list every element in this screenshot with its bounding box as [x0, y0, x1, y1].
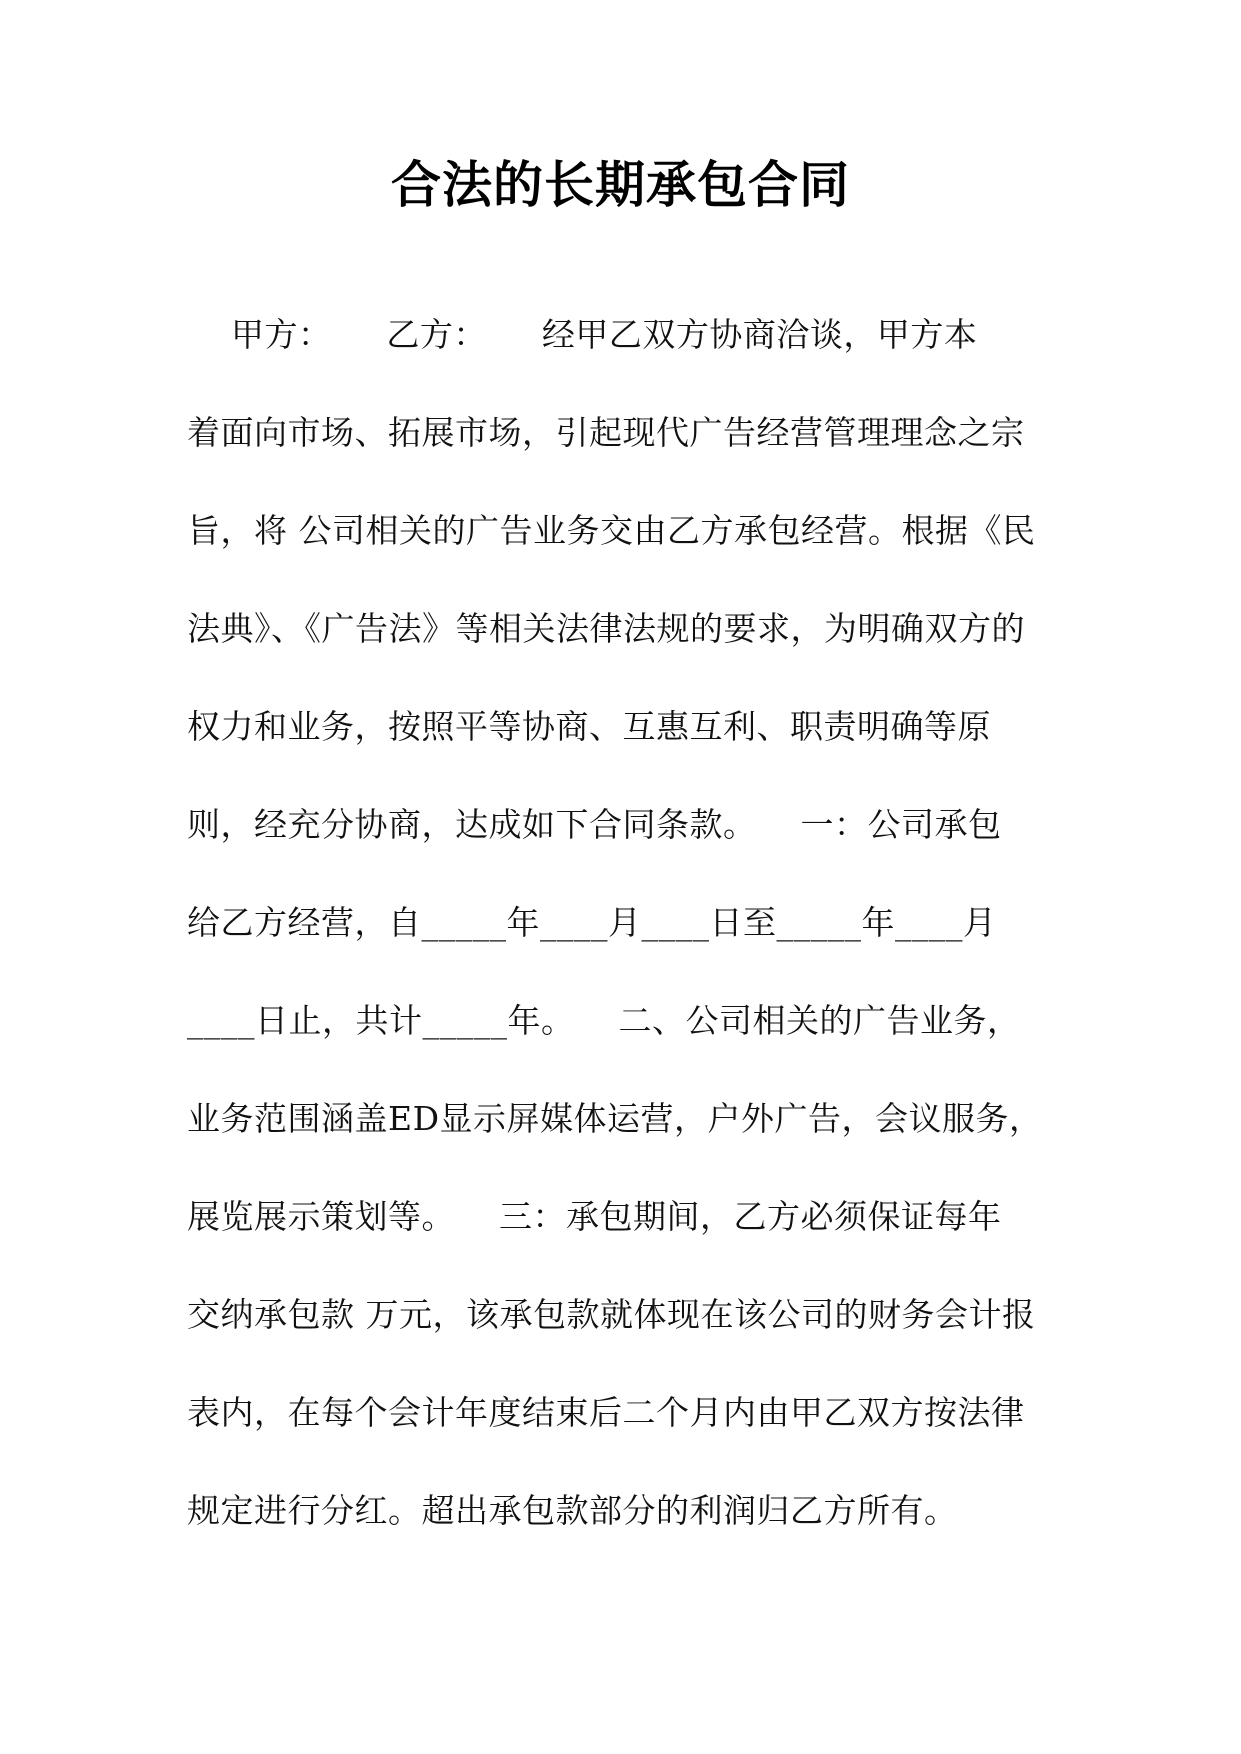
document-title: 合法的长期承包合同	[391, 156, 850, 214]
body-line-6: 则，经充分协商，达成如下合同条款。 一：公司承包	[187, 805, 1002, 844]
body-line-2: 着面向市场、拓展市场，引起现代广告经营管理理念之宗	[187, 413, 1025, 452]
body-line-7: 给乙方经营，自_____年____月____日至_____年____月	[187, 903, 997, 942]
body-line-11: 交纳承包款 万元，该承包款就体现在该公司的财务会计报	[187, 1295, 1036, 1334]
body-line-4: 法典》、《广告法》等相关法律法规的要求，为明确双方的	[187, 609, 1025, 648]
body-line-10: 展览展示策划等。 三：承包期间，乙方必须保证每年	[187, 1197, 1002, 1236]
body-line-1: 甲方： 乙方： 经甲乙双方协商洽谈，甲方本	[187, 315, 978, 354]
body-line-13: 规定进行分红。超出承包款部分的利润归乙方所有。	[187, 1491, 958, 1530]
body-line-5: 权力和业务，按照平等协商、互惠互利、职责明确等原	[187, 707, 991, 746]
body-line-8: ____日止，共计_____年。 二、公司相关的广告业务，	[187, 1001, 1021, 1040]
body-line-9: 业务范围涵盖ED显示屏媒体运营，户外广告，会议服务，	[187, 1099, 1043, 1138]
body-line-3: 旨，将 公司相关的广告业务交由乙方承包经营。根据《民	[187, 511, 1036, 550]
body-line-12: 表内，在每个会计年度结束后二个月内由甲乙双方按法律	[187, 1393, 1025, 1432]
